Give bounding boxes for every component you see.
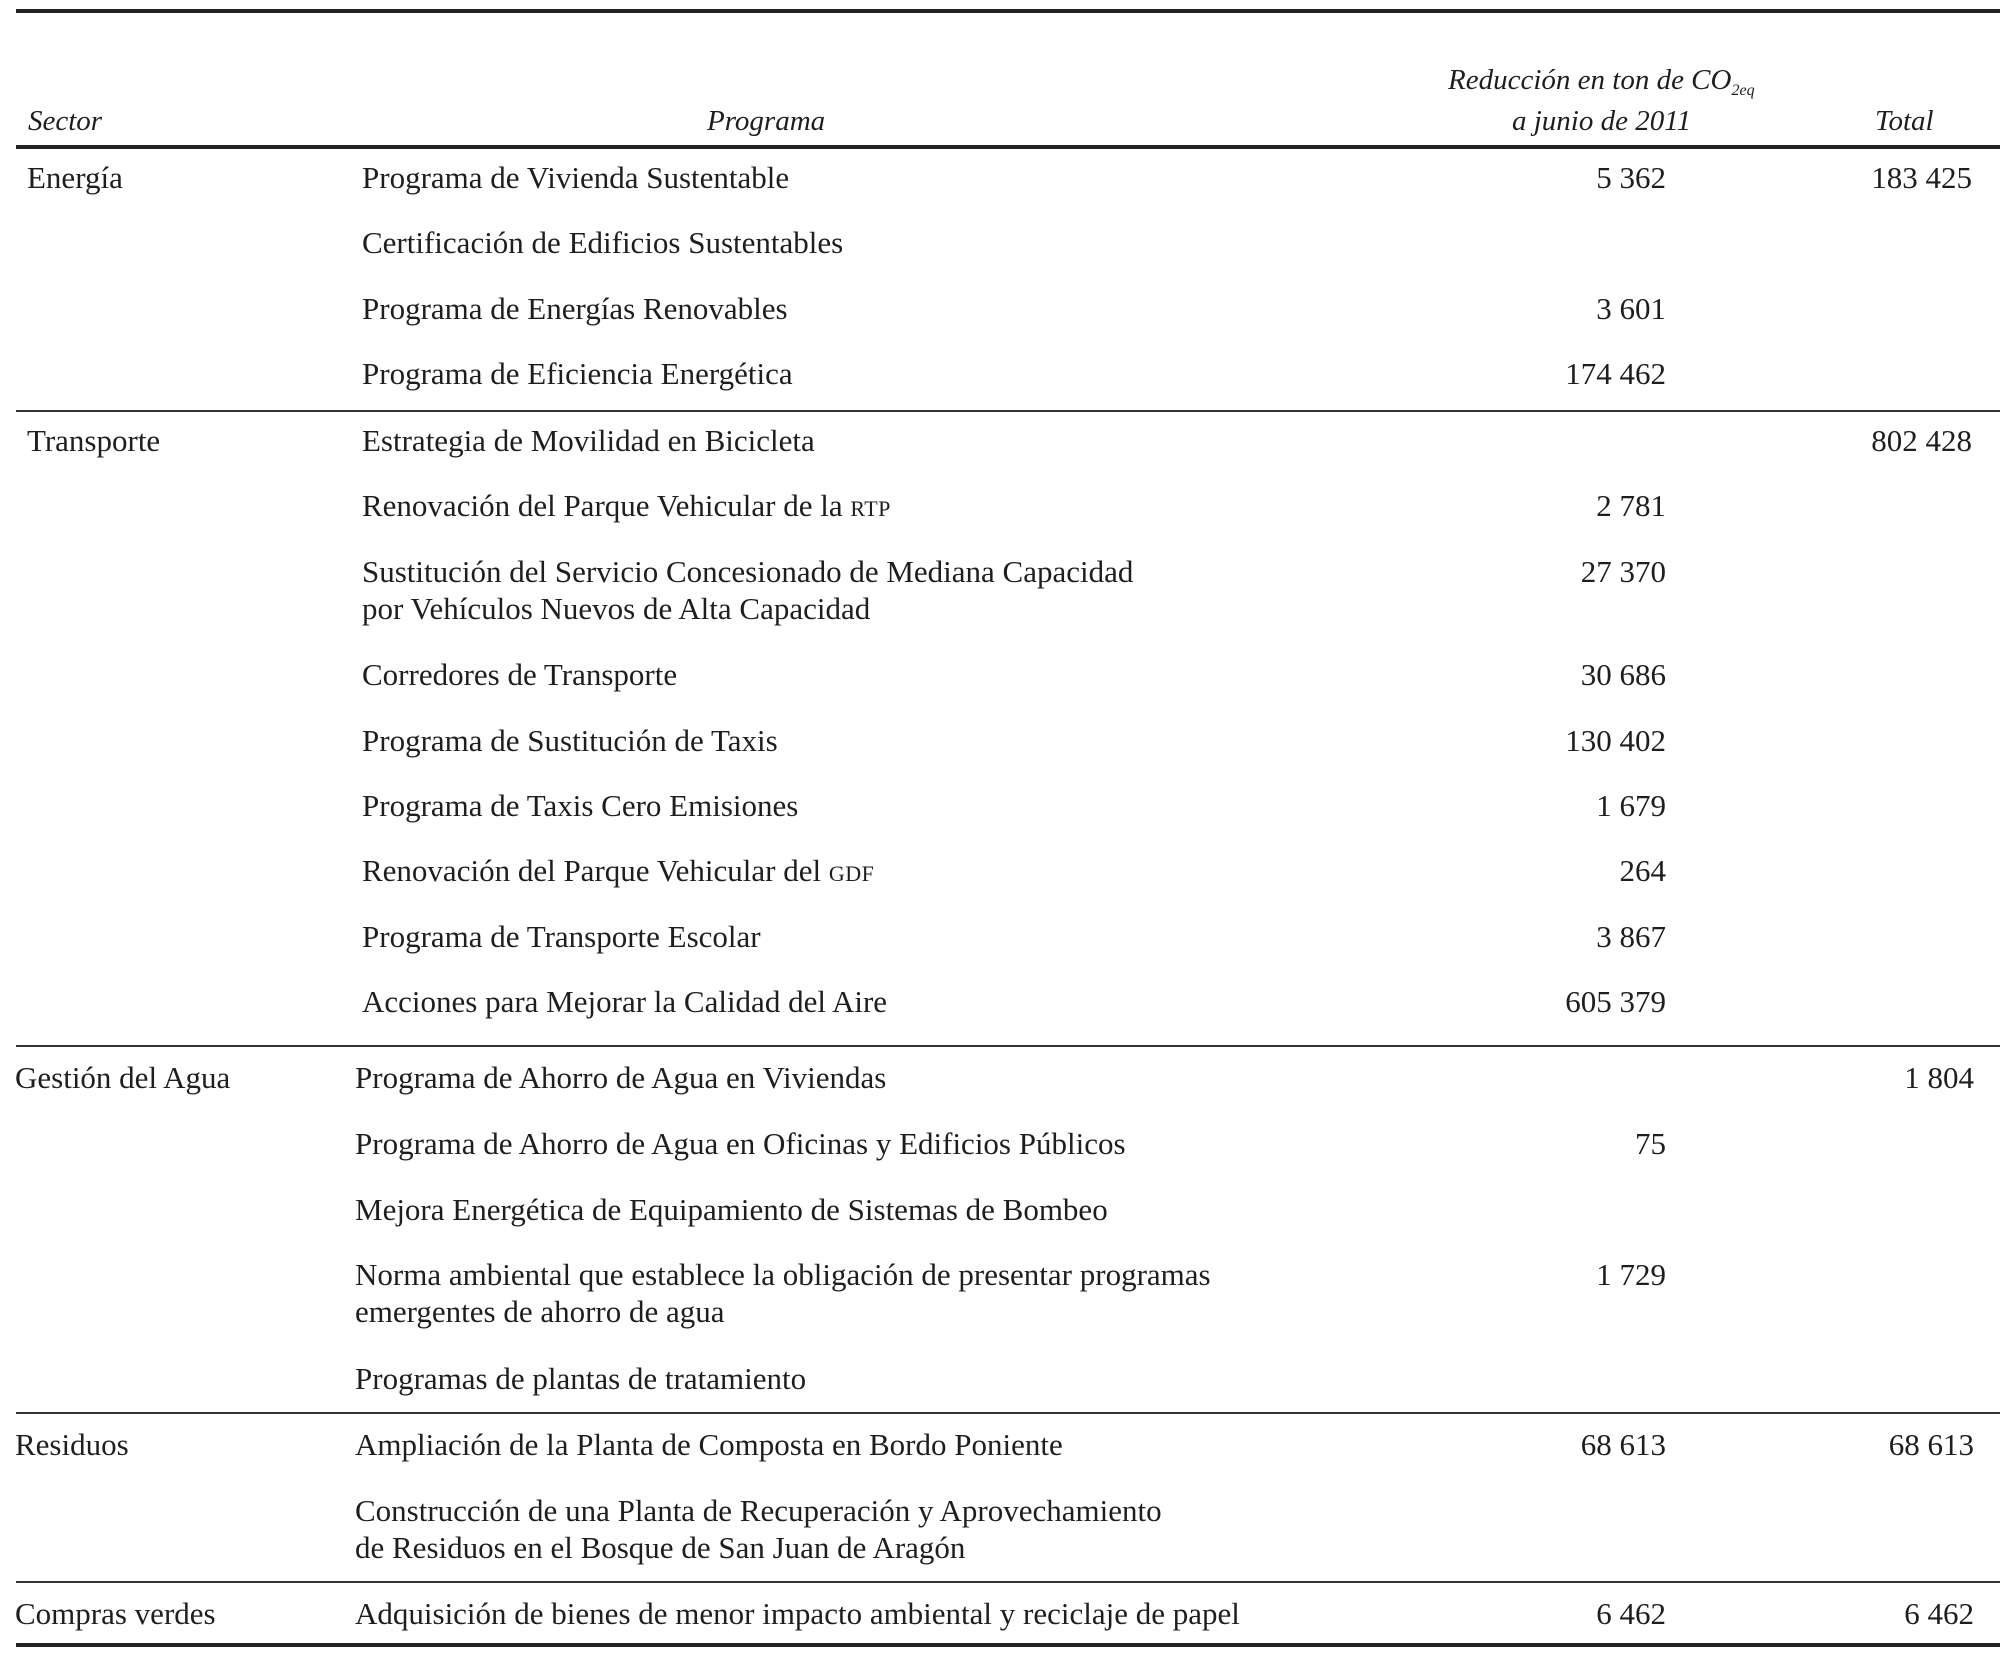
programa-cell: Acciones para Mejorar la Calidad del Aire [362,984,888,1019]
programa-cell: Programa de Sustitución de Taxis [362,723,778,758]
header-sector: Sector [28,105,103,137]
programa-cell: Programa de Eficiencia Energética [362,356,793,391]
total-residuos: 68 613 [1888,1427,1974,1462]
programa-cell-line2: emergentes de ahorro de agua [355,1294,725,1329]
programa-cell: Adquisición de bienes de menor impacto ambiental y reciclaje de papel [355,1596,1240,1631]
reduccion-cell: 5 362 [1596,160,1666,195]
reduccion-cell: 264 [1619,853,1666,888]
sector-gestion-agua: Gestión del Agua [15,1060,231,1095]
reduccion-cell: 2 781 [1596,488,1666,523]
bottom-rule [16,1643,2000,1647]
header-rule [16,145,2000,149]
section-divider [16,410,2000,412]
programa-cell: Norma ambiental que establece la obligación de presentar programas [355,1257,1211,1292]
reduccion-cell: 3 867 [1596,919,1666,954]
programa-cell-line2: por Vehículos Nuevos de Alta Capacidad [362,591,871,626]
programa-cell: Sustitución del Servicio Concesionado de Mediana Capacidad [362,554,1134,589]
programa-cell: Construcción de una Planta de Recuperación y Aprovechamiento [355,1493,1162,1528]
programa-cell: Programa de Vivienda Sustentable [362,160,790,195]
reduccion-cell: 174 462 [1565,356,1666,391]
reduccion-cell: 68 613 [1580,1427,1666,1462]
reduccion-cell: 6 462 [1596,1596,1666,1631]
reduccion-cell: 1 679 [1596,788,1666,823]
total-transporte: 802 428 [1871,423,1972,458]
sector-transporte: Transporte [27,423,161,458]
programa-cell: Programa de Ahorro de Agua en Oficinas y Edificios Públicos [355,1126,1126,1161]
section-divider [16,1581,2000,1583]
total-compras-verdes: 6 462 [1904,1596,1974,1631]
total-energia: 183 425 [1871,160,1972,195]
reduccion-cell: 75 [1635,1126,1666,1161]
header-total: Total [1875,105,1934,137]
header-reduccion: Reducción en ton de $CO_{2eq}$ [1448,64,1755,99]
programa-cell: Certificación de Edificios Sustentables [362,225,844,260]
sector-energia: Energía [27,160,123,195]
programa-cell-line2: de Residuos en el Bosque de San Juan de Aragón [355,1530,966,1565]
sector-compras-verdes: Compras verdes [15,1596,216,1631]
header-programa: Programa [707,105,826,137]
programa-cell: Renovación del Parque Vehicular del GDF [362,853,875,888]
programa-cell: Corredores de Transporte [362,657,678,692]
reduccion-cell: 1 729 [1596,1257,1666,1292]
section-divider [16,1412,2000,1414]
reduccion-cell: 30 686 [1580,657,1666,692]
programa-cell: Estrategia de Movilidad en Bicicleta [362,423,815,458]
reduccion-cell: 3 601 [1596,291,1666,326]
programa-cell: Programa de Taxis Cero Emisiones [362,788,799,823]
programa-cell: Programa de Energías Renovables [362,291,788,326]
programa-cell: Programa de Ahorro de Agua en Viviendas [355,1060,887,1095]
sector-residuos: Residuos [15,1427,129,1462]
top-rule [16,9,2000,13]
programa-cell: Programas de plantas de tratamiento [355,1361,807,1396]
header-reduccion-line2: a junio de 2011 [1512,105,1692,137]
programa-cell: Ampliación de la Planta de Composta en Bordo Poniente [355,1427,1063,1462]
programa-cell: Renovación del Parque Vehicular de la RTP [362,488,891,523]
section-divider [16,1045,2000,1047]
total-gestion-agua: 1 804 [1904,1060,1974,1095]
programa-cell: Mejora Energética de Equipamiento de Sistemas de Bombeo [355,1192,1108,1227]
programa-cell: Programa de Transporte Escolar [362,919,761,954]
reduccion-cell: 27 370 [1580,554,1666,589]
reduccion-cell: 605 379 [1565,984,1666,1019]
reduccion-cell: 130 402 [1565,723,1666,758]
